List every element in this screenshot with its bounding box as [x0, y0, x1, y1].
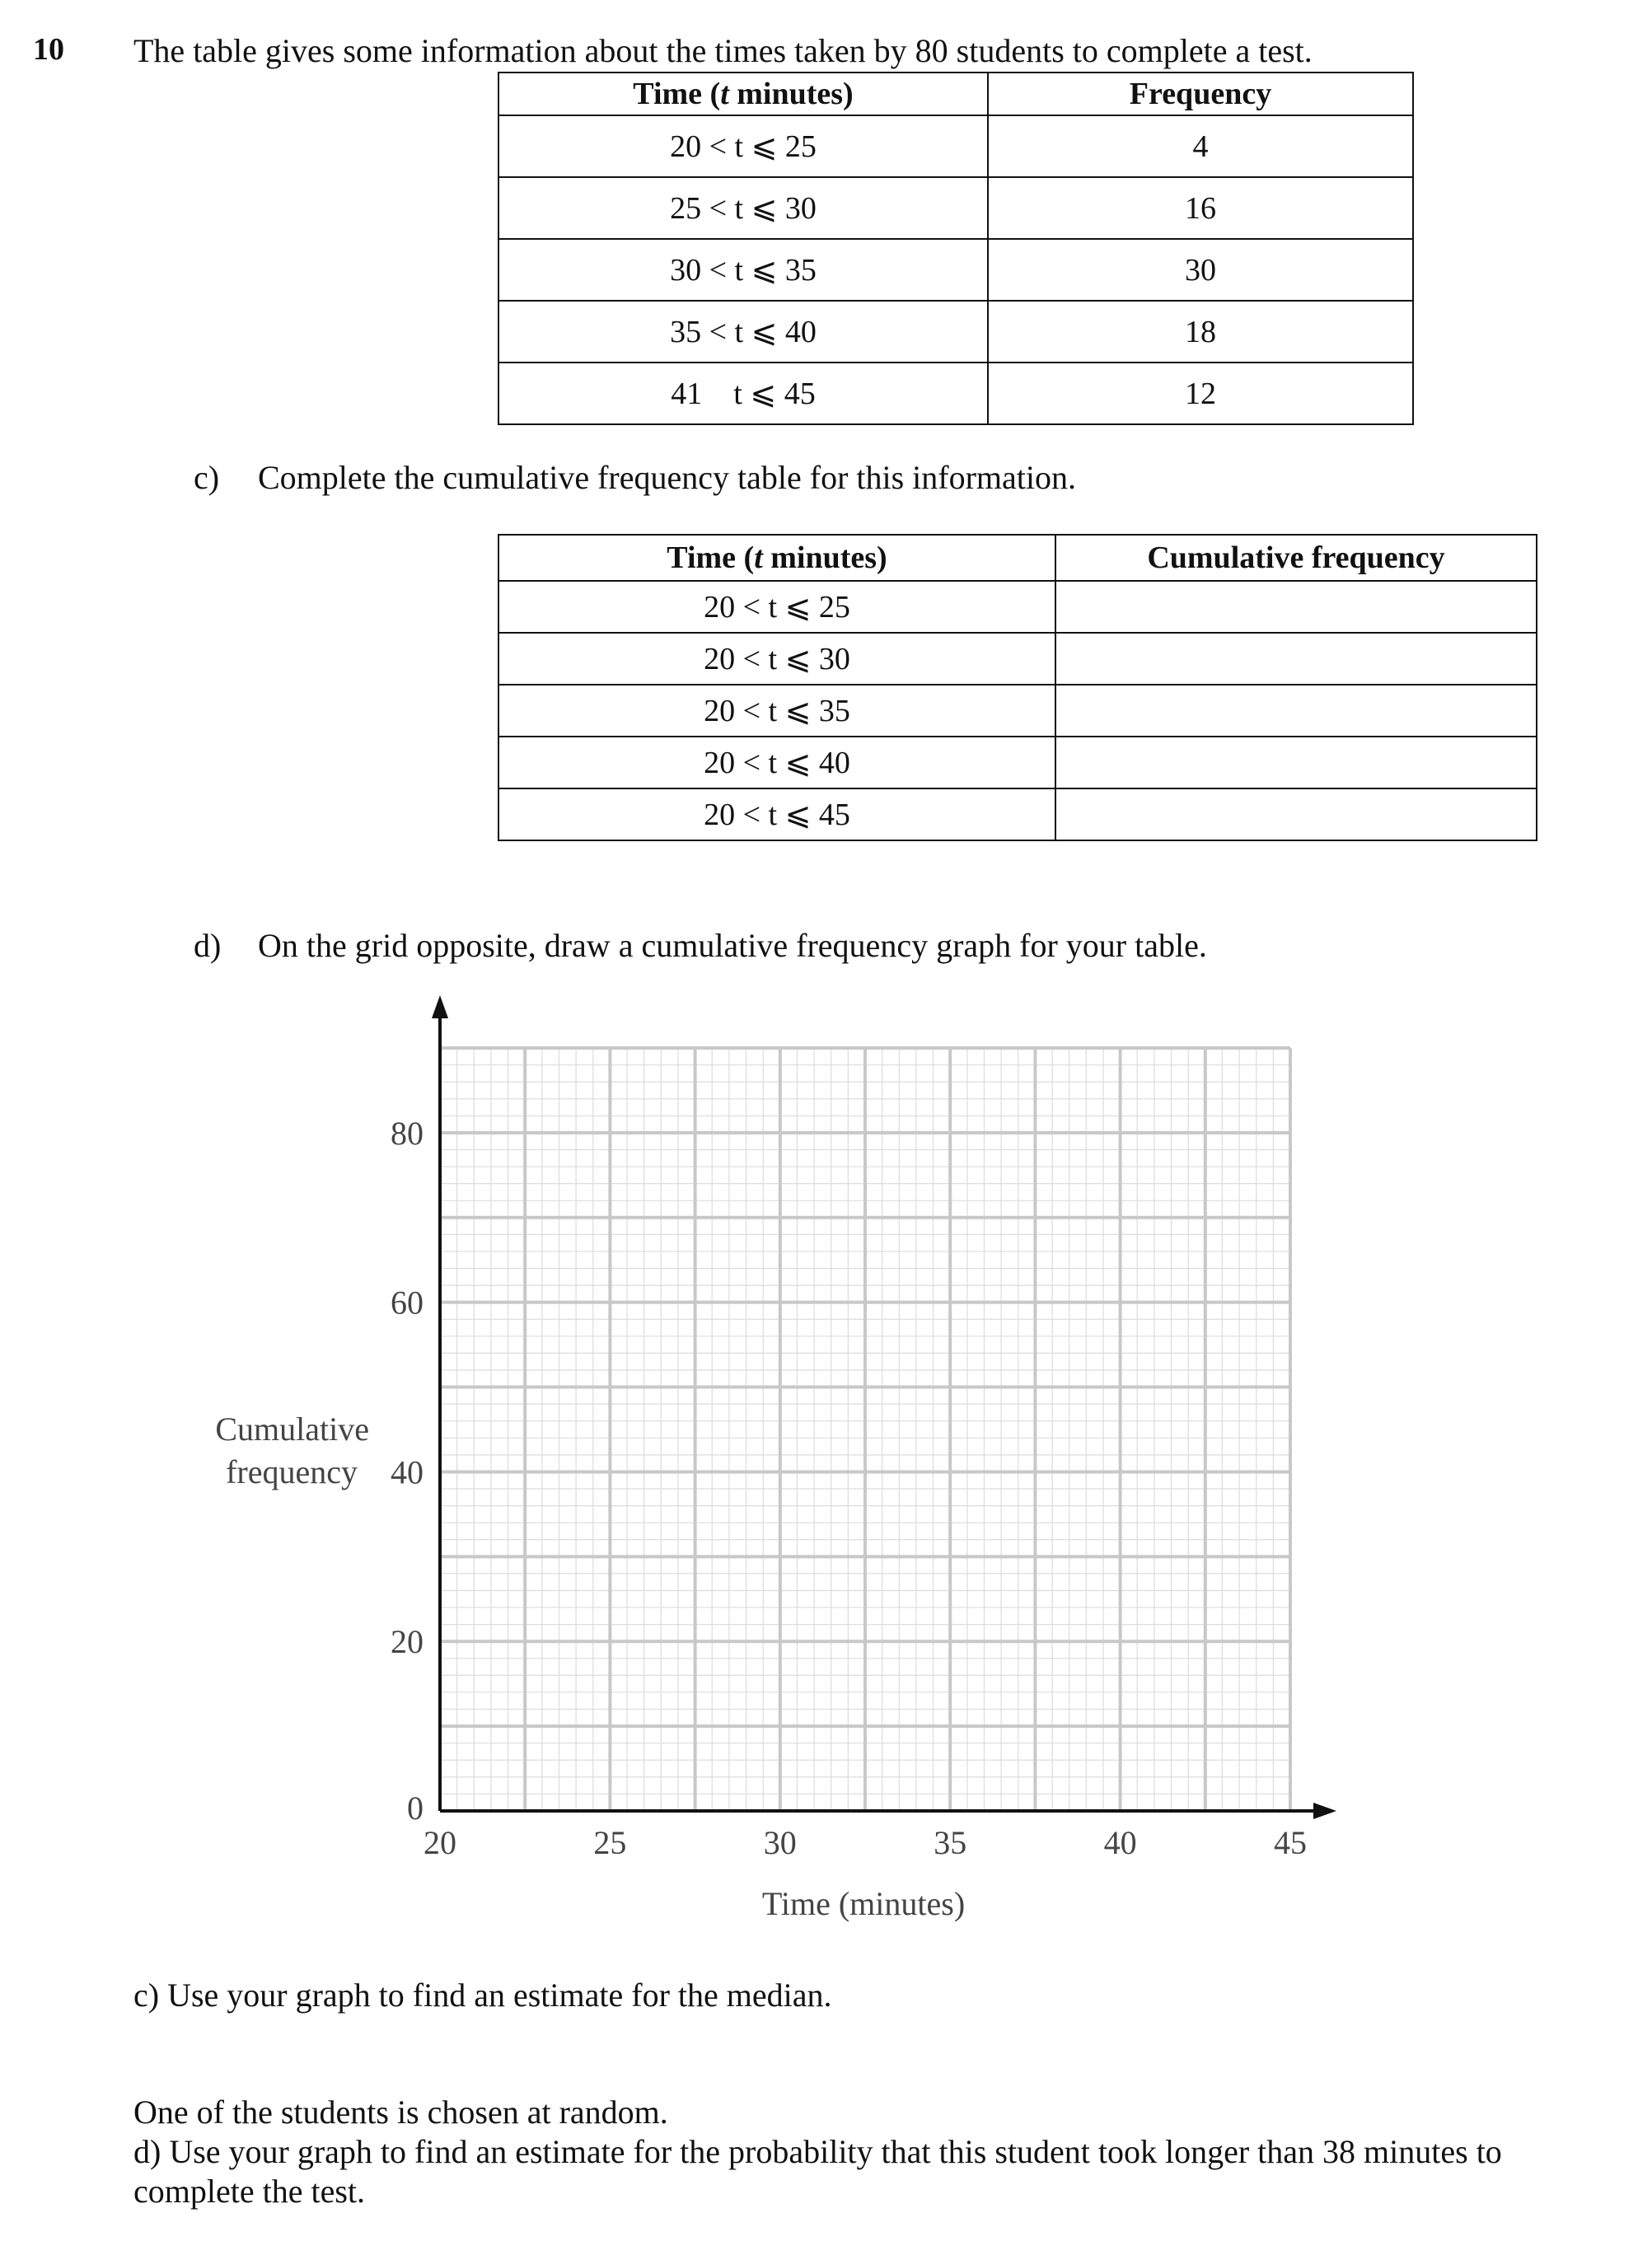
cumulative-frequency-column-header: Cumulative frequency [1055, 535, 1537, 581]
frequency-value: 18 [988, 301, 1413, 363]
frequency-column-header: Frequency [988, 73, 1413, 115]
y-tick-label: 60 [391, 1284, 424, 1322]
x-tick-label: 35 [934, 1824, 967, 1861]
time-interval: 20 < t ⩽ 30 [498, 633, 1055, 685]
y-axis-arrow [432, 995, 448, 1018]
time-interval: 25 < t ⩽ 30 [498, 177, 988, 239]
frequency-value: 16 [988, 177, 1413, 239]
x-tick-label: 20 [424, 1824, 456, 1861]
time-interval: 35 < t ⩽ 40 [498, 301, 988, 363]
probability-question [133, 2093, 1617, 2211]
time-interval: 20 < t ⩽ 35 [498, 685, 1055, 737]
part-c-label: c) [194, 459, 220, 496]
y-axis-label-line2: frequency [226, 1453, 358, 1490]
x-tick-labels [424, 1824, 1307, 1861]
x-axis-label: Time (minutes) [761, 1885, 966, 1922]
time-interval: 20 < t ⩽ 40 [498, 737, 1055, 788]
y-tick-label: 20 [391, 1623, 424, 1661]
y-tick-label: 0 [407, 1789, 424, 1827]
y-tick-label: 40 [391, 1453, 424, 1491]
part-d-text: On the grid opposite, draw a cumulative frequency graph for your table. [258, 927, 1207, 964]
x-tick-label: 30 [763, 1824, 797, 1861]
major-grid-lines [440, 1048, 1290, 1811]
x-tick-label: 45 [1274, 1824, 1307, 1861]
frequency-value: 12 [988, 363, 1413, 424]
time-interval: 20 < t ⩽ 25 [498, 115, 988, 177]
time-column-header: Time (t minutes) [498, 535, 1055, 581]
part-d-label: d) [194, 927, 222, 964]
part-c-text: Complete the cumulative frequency table for this information. [258, 459, 1077, 496]
time-interval: 20 < t ⩽ 25 [498, 581, 1055, 633]
time-column-header: Time (t minutes) [498, 73, 988, 115]
x-axis-arrow [1313, 1803, 1336, 1819]
time-interval: 41 t ⩽ 45 [498, 363, 988, 424]
time-interval: 20 < t ⩽ 45 [498, 788, 1055, 840]
frequency-value: 30 [988, 239, 1413, 301]
y-tick-labels [391, 1115, 424, 1827]
probability-question-text: d) Use your graph to find an estimate for the probability that this student took longer than 38 minutes to complete the test. [133, 2133, 1502, 2210]
question-intro: The table gives some information about the times taken by 80 students to complete a test. [133, 32, 1313, 69]
x-tick-label: 40 [1103, 1824, 1137, 1861]
random-choice-text: One of the students is chosen at random. [133, 2094, 668, 2131]
frequency-value: 4 [988, 115, 1413, 177]
time-interval: 30 < t ⩽ 35 [498, 239, 988, 301]
y-axis-label-line1: Cumulative [215, 1411, 369, 1448]
question-number: 10 [33, 32, 64, 67]
median-question: c) Use your graph to find an estimate for the median. [133, 1977, 832, 2014]
x-tick-label: 25 [593, 1824, 627, 1861]
axes [432, 995, 1336, 1819]
y-tick-label: 80 [391, 1114, 424, 1152]
